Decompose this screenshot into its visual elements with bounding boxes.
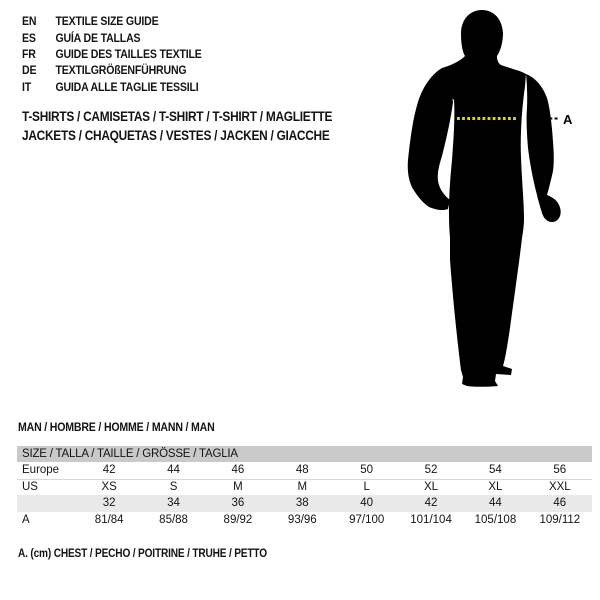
language-title: TEXTILGRÖßENFÜHRUNG <box>55 63 187 78</box>
language-code: FR <box>22 46 36 61</box>
size-table <box>17 446 592 528</box>
table-cell: 97/100 <box>349 513 385 526</box>
measurement-legend: A. (cm) CHEST / PECHO / POITRINE / TRUHE / PETTO <box>18 548 267 560</box>
row-label: US <box>22 480 38 493</box>
table-cell: 48 <box>295 464 309 476</box>
table-cell: M <box>233 480 243 493</box>
language-row <box>22 29 202 45</box>
table-cell: 109/112 <box>539 513 581 526</box>
table-cell: XL <box>488 480 503 493</box>
table-cell: 34 <box>167 497 180 509</box>
table-cell: 32 <box>102 497 116 509</box>
table-cell: 38 <box>295 497 309 509</box>
row-label: A <box>22 513 30 526</box>
table-cell: 101/104 <box>410 513 452 526</box>
table-cell: 36 <box>231 497 245 509</box>
row-label: Europe <box>22 464 60 476</box>
table-cell: 50 <box>360 464 374 476</box>
table-cell: 105/108 <box>474 513 517 526</box>
language-code: DE <box>22 63 37 78</box>
language-code: EN <box>22 14 37 29</box>
table-cell: 44 <box>489 497 502 509</box>
language-title: GUÍA DE TALLAS <box>55 30 141 45</box>
table-row <box>17 479 592 496</box>
language-title: TEXTILE SIZE GUIDE <box>55 14 159 29</box>
right-arm-silhouette <box>526 74 561 222</box>
language-title: GUIDE DES TAILLES TEXTILE <box>55 46 202 61</box>
table-cell: M <box>297 480 308 493</box>
language-row <box>22 79 202 95</box>
table-cell: 44 <box>167 464 180 476</box>
table-cell: 56 <box>553 464 567 476</box>
table-cell: XL <box>424 480 439 493</box>
table-cell: 42 <box>102 464 116 476</box>
category-line: T-SHIRTS / CAMISETAS / T-SHIRT / T-SHIRT / MAGLIETTE <box>22 109 333 124</box>
table-cell: 81/84 <box>94 513 124 526</box>
left-arm-silhouette <box>408 68 453 210</box>
man-silhouette-svg <box>395 8 580 390</box>
language-list <box>22 13 202 95</box>
size-table-body <box>17 462 592 528</box>
table-row <box>17 495 592 512</box>
language-row <box>22 13 202 29</box>
category-line: JACKETS / CHAQUETAS / VESTES / JACKEN / GIACCHE <box>22 128 330 143</box>
table-row <box>17 462 592 479</box>
table-cell: S <box>169 480 178 493</box>
table-cell: 46 <box>231 464 245 476</box>
table-cell: 93/96 <box>287 513 317 526</box>
language-code: IT <box>22 79 32 94</box>
table-cell: XS <box>101 480 117 493</box>
table-cell: 40 <box>360 497 374 509</box>
table-row <box>17 512 592 529</box>
language-title: GUIDA ALLE TAGLIE TESSILI <box>55 79 199 94</box>
table-cell: 46 <box>553 497 567 509</box>
language-code: ES <box>22 30 36 45</box>
table-cell: XXL <box>548 480 571 493</box>
table-cell: 52 <box>424 464 438 476</box>
table-cell: 89/92 <box>223 513 253 526</box>
category-list <box>22 107 332 145</box>
language-row <box>22 62 202 78</box>
size-table-header: SIZE / TALLA / TAILLE / GRÖSSE / TAGLIA <box>17 446 592 462</box>
table-cell: 85/88 <box>159 513 188 526</box>
language-row <box>22 46 202 62</box>
body-silhouette <box>442 10 526 387</box>
table-cell: 54 <box>489 464 502 476</box>
table-cell: 42 <box>424 497 438 509</box>
row-label <box>17 495 77 512</box>
measure-label: A <box>563 112 573 127</box>
section-title: MAN / HOMBRE / HOMME / MANN / MAN <box>18 420 215 434</box>
man-silhouette-figure <box>395 8 580 390</box>
table-cell: L <box>363 480 370 493</box>
